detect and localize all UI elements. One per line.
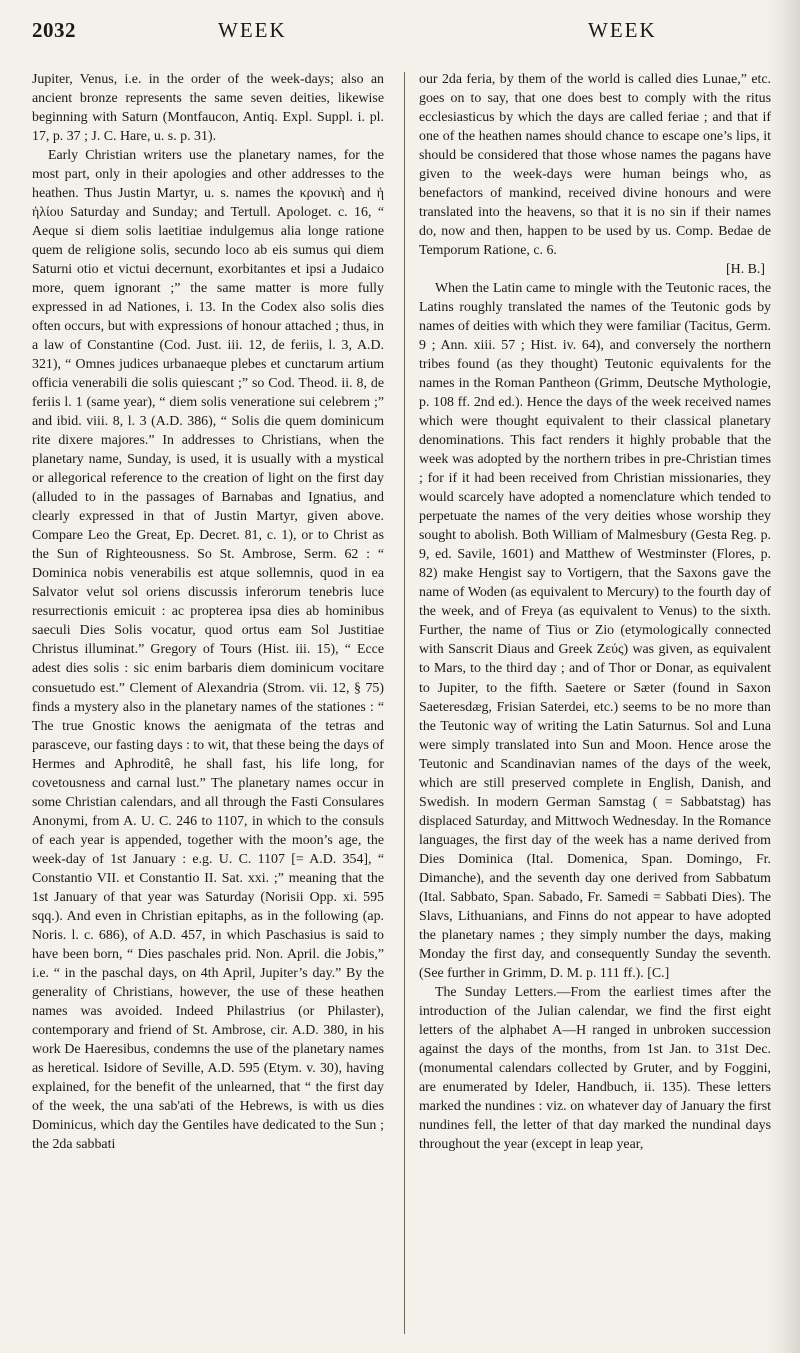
right-column — [419, 70, 771, 1154]
paragraph: our 2da feria, by them of the world is called dies Lunae,” etc. goes on to say, that one does best to comply with the ritus ecclesiasticus by which the days are called feriae ; and that if one of the heathen names should chance to escape one’s lips, it should be considered that those whose names the pagans have given to the week-days were human beings who, as benefactors of mankind, received divine honours and were translated into the heavens, so that it is no sin if their names do, now and then, happen to be used by us. Comp. Bedae de Temporum Ratione, c. 6. — [419, 72, 771, 259]
page-number: 2032 — [32, 18, 76, 42]
page-edge-shadow — [766, 0, 800, 1353]
running-head-right: WEEK — [588, 18, 657, 42]
running-head-left: WEEK — [218, 18, 287, 42]
author-initials: [H. B.] — [726, 262, 765, 278]
column-divider — [404, 72, 405, 1334]
left-column — [32, 70, 384, 1154]
paragraph: The Sunday Letters.—From the earliest times after the introduction of the Julian calendar, we find the first eight letters of the alphabet A—H ranged in unbroken succession against the days of the months, from 1st Jan. to 31st Dec. (monumental calendars collected by Gruter, and by Foggini, are enumerated by Ideler, Handbuch, ii. 135). These letters marked the nundines : viz. on whatever day of January the first nundines fell, the letter of that day marked the nundinal days throughout the year (except in leap year, — [419, 984, 771, 1152]
page-header — [32, 12, 774, 52]
paragraph: When the Latin came to mingle with the Teutonic races, the Latins roughly translated the names of the Teutonic gods by names of deities with which they were familiar (Tacitus, Germ. 9 ; Ann. xiii. 57 ; Hist. iv. 64), and conversely the northern tribes found (as they thought) Teutonic equivalents for the names in the Roman Pantheon (Grimm, Deutsche Mythologie, p. 108 ff. 2nd ed.). Hence the days of the week received names which were thought equivalent to their classical planetary denominations. This fact renders it highly probable that the week was adopted by the northern tribes in pre-Christian times ; for if it had been received from Christian missionaries, they would scarcely have adopted a nomenclature which tended to perpetuate the names of the very deities whose worship they sought to abolish. Both William of Malmesbury (Gesta Reg. p. 9, ed. Savile, 1601) and Matthew of Westminster (Flores, p. 82) make Hengist say to Vortigern, that the Saxons gave the name of Woden (as equivalent to Mercury) to the fourth day of the week, and of Freya (as equivalent to Venus) to the sixth. Further, the name of Tius or Zio (etymologically connected with Sanscrit Diaus and Greek Ζεύς) was given, as equivalent to Mars, to the third day ; and of Thor or Donar, as equivalent to Jupiter, to the fifth. Saetere or Sæter (found in Saxon Saeteresdæg, Frisian Saterdei, etc.) seems to be no more than the Teutonic way of writing the Latin Saturnus. Sol and Luna were simply translated into Sun and Moon. Hence arose the Teutonic and Scandinavian names of the days of the week, which are still preserved complete in English, Danish, and Swedish. In modern German Samstag ( = Sabbatstag) has displaced Saturday, and Mittwoch Wednesday. In the Romance languages, the first day of the week has a name derived from Dies Dominica (Ital. Domenica, Span. Domingo, Fr. Dimanche), and the seventh day one derived from Sabbatum (Ital. Sabbato, Span. Sabado, Fr. Samedi = Sabbati Dies). The Slavs, Lithuanians, and Finns do not appear to have adopted the planetary names ; they simply number the days, making Monday the first day, and consequently Sunday the seventh. (See further in Grimm, D. M. p. 111 ff.). [C.] — [419, 281, 771, 981]
paragraph: Jupiter, Venus, i.e. in the order of the week-days; also an ancient bronze represents the same seven deities, likewise beginning with Saturn (Montfaucon, Antiq. Expl. Suppl. i. pl. 17, p. 37 ; J. C. Hare, u. s. p. 31). — [32, 72, 384, 145]
paragraph: Early Christian writers use the planetary names, for the most part, only in their apologies and other addresses to the heathen. Thus Justin Martyr, u. s. names the κρονικὴ and ἡ ἡλίου Saturday and Sunday; and Tertull. Apologet. c. 16, “ Aeque si diem solis laetitiae indulgemus alia longe ratione quem de religione solis, secundo loco ab eis sumus qui diem Saturni otio et victui decernunt, exorbitantes et ipsi a Judaico more, quem ignorant ;” the same matter is more fully expressed in ad Nationes, i. 13. In the Codex also solis dies often occurs, but with expressions of honour attached ; thus, in a law of Constantine (Cod. Just. iii. 12, de feriis, l. 3, A.D. 321), “ Omnes judices urbanaeque plebes et cunctarum artium officia venerabili die solis quiescant ;” so Cod. Theod. ii. 8, de feriis l. 1 (same year), “ diem solis veneratione sui celebrem ;” and ibid. viii. 8, l. 3 (A.D. 386), “ Solis die quem dominicum rite dixere majores.” In addresses to Christians, when the planetary name, Sunday, is used, it is usually with a mystical or allegorical reference to the creation of light on the first day (alluded to in the passages of Barnabas and Ignatius, and clearly expressed in that of Justin Martyr, given above. Compare Leo the Great, Ep. Decret. 81, c. 1), or to Christ as the Sun of Righteousness. So St. Ambrose, Serm. 62 : “ Dominica nobis venerabilis est atque sollemnis, quod in ea Salvator velut sol oriens discussis inferorum tenebris luce resurrectionis emicuit : ac propterea ipsa dies ab hominibus saeculi Dies Solis vocatur, quod ortus eam Sol Justitiae Christus illuminat.” Gregory of Tours (Hist. iii. 15), “ Ecce adest dies solis : sic enim barbaris diem dominicum vocitare consuetudo est.” Clement of Alexandria (Strom. vii. 12, § 75) finds a mystery also in the planetary names of the stationes : “ The true Gnostic knows the aenigmata of the tetras and parasceve, our fasting days : to wit, that these being the days of Hermes and Aphroditê, he shall fast, his life long, for covetousness and carnal lust.” The planetary names occur in some Christian calendars, and all through the Fasti Consulares Anonymi, from A. U. C. 246 to 1107, in which to the consuls of each year is appended, together with the moon’s age, the week-day of 1st January : e.g. U. C. 1107 [= A.D. 354], “ Constantio VII. et Constantio II. Sat. xxi. ;” meaning that the 1st January of that year was Saturday (Norisii Opp. xi. 595 sqq.). And even in Christian epitaphs, as in the following (ap. Noris. l. c. 686), of A.D. 457, in which Paschasius is said to have been born, “ Dies paschales prid. Non. April. die Jobis,” i.e. “ in the paschal days, on 4th April, Jupiter’s day.” By the generality of Christians, however, the use of these heathen names was avoided. Indeed Philastrius (or Philaster), contemporary and friend of St. Ambrose, cir. A.D. 380, in his work De Haeresibus, condemns the use of the planetary names as heretical. Isidore of Seville, A.D. 595 (Etym. v. 30), having explained, for the benefit of the unlearned, that “ the first day of the week, the una sab'ati of the Hebrews, is with us dies Dominicus, which day the Gentiles have dedicated to the Sun ; the 2da sabbati — [32, 148, 384, 1152]
